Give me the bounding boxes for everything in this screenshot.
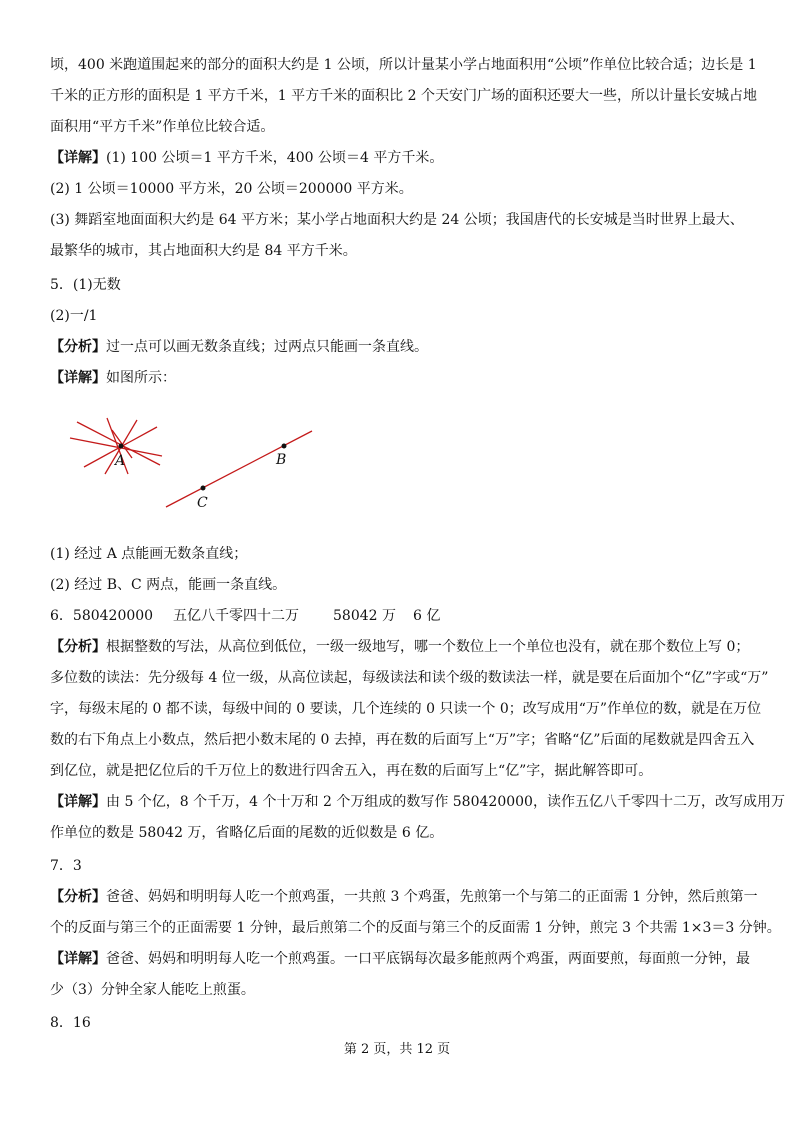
label-b: B <box>276 452 287 468</box>
text-line: 到亿位，就是把亿位后的千万位上的数进行四舍五入，再在数的后面写上“亿”字，据此解答即可。 <box>50 763 653 779</box>
detail-tag: 【详解】 <box>50 150 106 166</box>
label-a: A <box>115 453 126 469</box>
text-line: (2) 1 公顷＝10000 平方米，20 公顷＝200000 平方米。 <box>50 181 413 197</box>
detail-text: 爸爸、妈妈和明明每人吃一个煎鸡蛋。一口平底锅每次最多能煎两个鸡蛋，两面要煎，每面煎一分钟，最 <box>106 951 750 967</box>
text-line: 个的反面与第三个的正面需要 1 分钟，最后煎第二个的反面与第三个的反面需 1 分钟，煎完 3 个共需 1×3＝3 分钟。 <box>50 920 781 936</box>
analysis-line <box>50 637 749 657</box>
detail-line <box>50 792 785 812</box>
analysis-tag: 【分析】 <box>50 639 106 655</box>
analysis-tag: 【分析】 <box>50 339 106 355</box>
answer-6-wan: 58042 万 <box>333 608 396 624</box>
text-line: 最繁华的城市，其占地面积大约是 84 平方千米。 <box>50 243 357 259</box>
point-b <box>282 444 287 449</box>
detail-text: (1) 100 公顷＝1 平方千米，400 公顷＝4 平方千米。 <box>106 150 444 166</box>
text-line: 千米的正方形的面积是 1 平方千米，1 平方千米的面积比 2 个天安门广场的面积还要大一些，所以计量长安城占地 <box>50 88 757 104</box>
detail-line <box>50 949 750 969</box>
text-line: 面积用“平方千米”作单位比较合适。 <box>50 119 275 135</box>
analysis-text: 根据整数的写法，从高位到低位，一级一级地写，哪一个数位上一个单位也没有，就在那个数位上写 0； <box>106 639 750 655</box>
analysis-text: 爸爸、妈妈和明明每人吃一个煎鸡蛋，一共煎 3 个鸡蛋，先煎第一个与第二的正面需 1 分钟，然后煎第一 <box>106 889 758 905</box>
text-line: 作单位的数是 58042 万，省略亿后面的尾数的近似数是 6 亿。 <box>50 825 444 841</box>
text-line: 多位数的读法：先分级每 4 位一级，从高位读起，每级读法和读个级的数读法一样，就是要在后面加个“亿”字或“万” <box>50 670 769 686</box>
analysis-tag: 【分析】 <box>50 889 106 905</box>
text-line: 少（3）分钟全家人能吃上煎蛋。 <box>50 982 255 998</box>
answer-6-reading: 五亿八千零四十二万 <box>173 608 299 624</box>
answer-7: 7．3 <box>50 858 82 874</box>
detail-tag: 【详解】 <box>50 951 106 967</box>
answer-8: 8．16 <box>50 1015 91 1031</box>
text-line: 字，每级末尾的 0 都不读，每级中间的 0 要读，几个连续的 0 只读一个 0；改写成用“万”作单位的数，就是在万位 <box>50 701 762 717</box>
detail-tag: 【详解】 <box>50 794 106 810</box>
lines-figure <box>66 410 326 520</box>
line-bc <box>166 431 312 507</box>
detail-tag: 【详解】 <box>50 370 106 386</box>
text-line: (3) 舞蹈室地面面积大约是 64 平方米；某小学占地面积大约是 24 公顷；我国唐代的长安城是当时世界上最大、 <box>50 212 744 228</box>
analysis-line <box>50 337 428 357</box>
analysis-line <box>50 887 758 907</box>
answer-6-number: 6．580420000 <box>50 608 154 624</box>
answer-6-row <box>50 606 440 626</box>
point-a <box>119 444 124 449</box>
detail-text: 由 5 个亿，8 个千万，4 个十万和 2 个万组成的数写作 580420000，读作五亿八千零四十二万，改写成用万 <box>106 794 785 810</box>
detail-text: 如图所示： <box>106 370 176 386</box>
text-line: 数的右下角点上小数点，然后把小数末尾的 0 去掉，再在数的后面写上“万”字；省略“亿”后面的尾数就是四舍五入 <box>50 732 755 748</box>
answer-6-yi: 6 亿 <box>413 608 441 624</box>
detail-line <box>50 148 443 168</box>
detail-line <box>50 368 176 388</box>
answer-5-1: 5．(1)无数 <box>50 277 121 293</box>
text-line: (2) 经过 B、C 两点，能画一条直线。 <box>50 577 287 593</box>
page-footer: 第 2 页，共 12 页 <box>343 1042 451 1057</box>
point-c <box>201 486 206 491</box>
answer-5-2: (2)一/1 <box>50 308 98 324</box>
label-c: C <box>197 495 208 511</box>
analysis-text: 过一点可以画无数条直线；过两点只能画一条直线。 <box>106 339 428 355</box>
text-line: (1) 经过 A 点能画无数条直线； <box>50 546 248 562</box>
text-line: 顷，400 米跑道围起来的部分的面积大约是 1 公顷，所以计量某小学占地面积用“公顷”作单位比较合适；边长是 1 <box>50 57 757 73</box>
